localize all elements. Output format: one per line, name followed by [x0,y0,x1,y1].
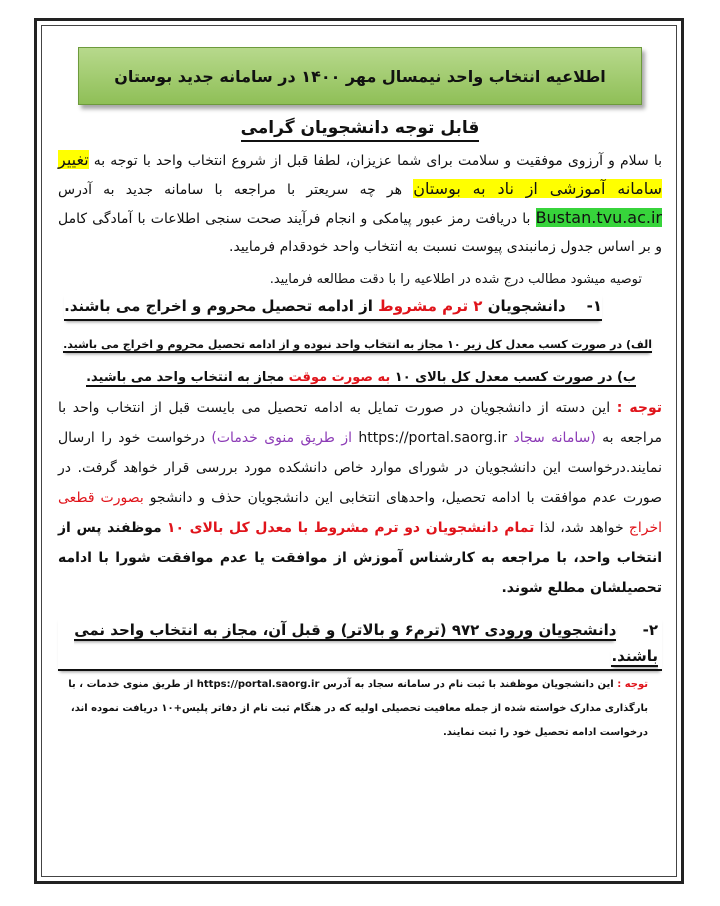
note-label: توجه : [616,400,663,416]
item-1 [58,291,602,321]
intro-paragraph [58,146,662,261]
saorg-url-link[interactable]: https://portal.saorg.ir [358,430,508,446]
intro-text-3: با دریافت رمز عبور پیامکی و انجام فرآیند صحت سنجی اطلاعات با آمادگی کامل و بر اساس جدول زمانبندی پیوست نسبت به انتخاب واحد خودقدام فرمایید. [58,211,662,255]
announcement-content [58,118,662,745]
item-1-text: ۱- دانشجویان ۲ ترم مشروط از ادامه تحصیل محروم و اخراج می باشند. [64,293,602,321]
greeting-heading: قابل توجه دانشجویان گرامی [58,118,662,138]
announcement-banner [78,47,642,105]
item-2: ۲- دانشجویان ورودی ۹۷۲ (ترم۶ و بالاتر) و قبل آن، مجاز به انتخاب واحد نمی باشند. [58,617,662,671]
footnote-label: توجه : [617,679,648,690]
intro-text-1: با سلام و آرزوی موفقیت و سلامت برای شما عزیزان، لطفا قبل از شروع انتخاب واحد با توجه به [93,153,663,169]
temporary-red: به صورت موقت [288,370,391,385]
note-paragraph: توجه : این دسته از دانشجویان در صورت تمایل به ادامه تحصیل می بایست قبل از انتخاب واحد با مراجعه به (سامانه سجاد https://portal.saorg.ir از طریق منوی خدمات) درخواست خود را ارسال نمایند.درخواست این دانشجویان در شورای موارد خاص دانشکده مورد بررسی قرار خواهد گرفت. در صورت عدم موافقت با ادامه تحصیل، واحدهای انتخابی این دانشجویان حذف و دانشجو بصورت قطعی اخراج خواهد شد، لذا تمام دانشجویان دو ترم مشروط با معدل کل بالای ۱۰ موظفند پس از انتخاب واحد، با مراجعه به کارشناس آموزش از موافقت یا عدم موافقت شورا با ادامه تحصیلشان مطلع شوند. [58,400,663,596]
sub-item-a: الف) در صورت کسب معدل کل زیر ۱۰ مجاز به انتخاب واحد نبوده و از ادامه تحصیل محروم و اخراج می باشید. [63,338,652,351]
conditional-terms-red: ۲ ترم مشروط [378,297,483,315]
sub-item-b: ب) در صورت کسب معدل کل بالای ۱۰ به صورت موقت مجاز به انتخاب واحد می باشید. [86,370,636,385]
banner-title: اطلاعیه انتخاب واحد نیمسال مهر ۱۴۰۰ در سامانه جدید بوستان [114,66,606,86]
bustan-url-link[interactable]: Bustan.tvu.ac.ir [535,208,662,227]
intro-text-2: هر چه سریعتر با مراجعه با سامانه جدید به آدرس [58,182,403,198]
advice-text: توصیه میشود مطالب درج شده در اطلاعیه را با دقت مطالعه فرمایید. [269,272,642,287]
system-change-highlight: تغییر سامانه آموزشی از ناد به بوستان [58,150,663,198]
item-2-text: دانشجویان ورودی ۹۷۲ (ترم۶ و بالاتر) و قبل آن، مجاز به انتخاب واحد نمی باشند. [74,621,658,665]
footnote-url-link[interactable]: https://portal.saorg.ir [196,679,320,690]
footnote: توجه : این دانشجویان موظفند با ثبت نام در سامانه سجاد به آدرس https://portal.saorg.ir از طریق منوی خدمات ، با بارگذاری مدارک خواسته شده از جمله معافیت تحصیلی اولیه که در هنگام ثبت نام از دفاتر پلیس+۱۰ دریافت نموده اند، درخواست ادامه تحصیل خود را ثبت نمایند. [68,679,648,738]
